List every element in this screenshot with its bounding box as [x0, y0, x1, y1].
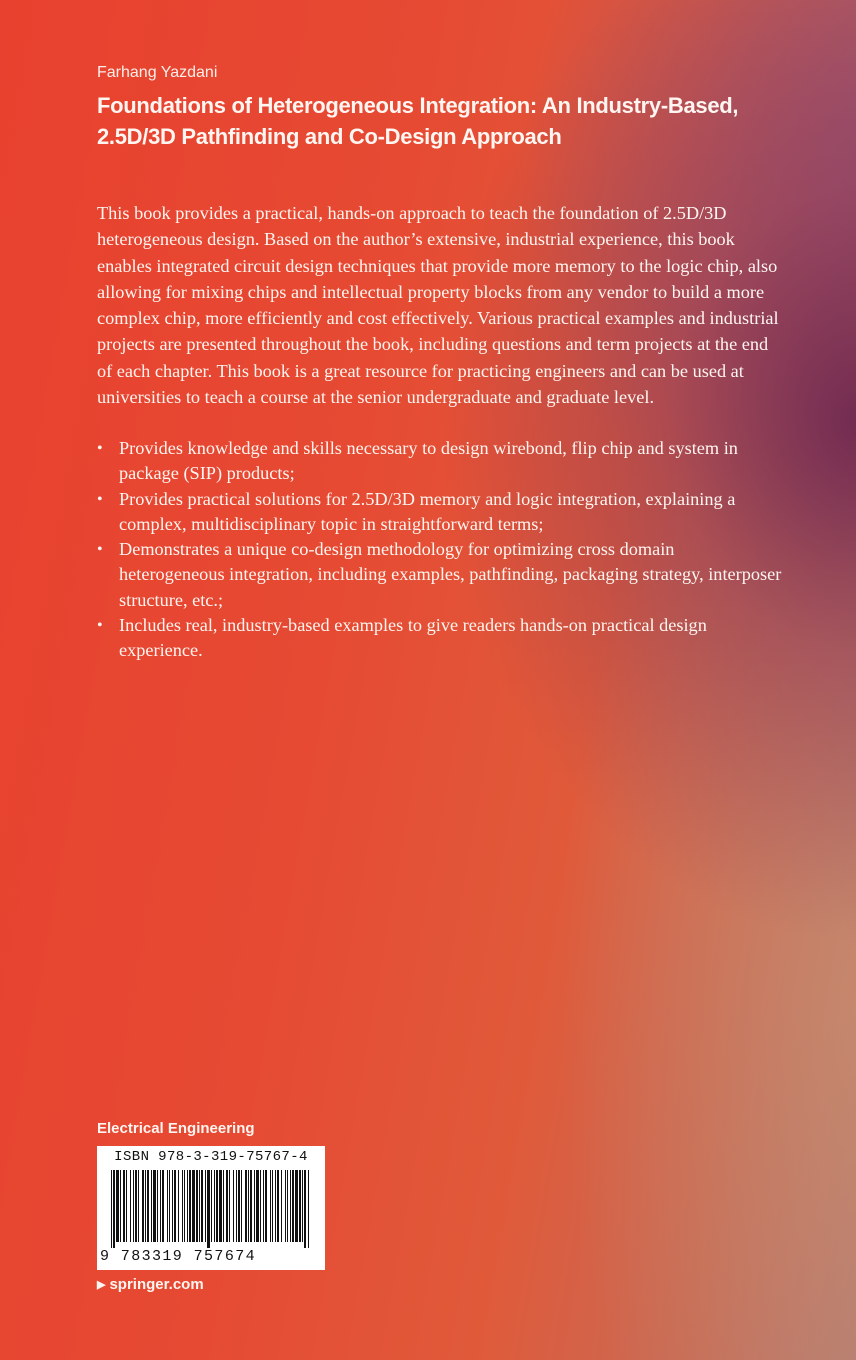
barcode-bar	[151, 1170, 152, 1242]
barcode-bar	[281, 1170, 282, 1242]
list-item-text: Provides knowledge and skills necessary to design wirebond, flip chip and system in package (SIP) products;	[119, 438, 738, 484]
author-name: Farhang Yazdani	[97, 64, 218, 81]
list-item-text: Demonstrates a unique co-design methodology for optimizing cross domain heterogeneous integration, including examples, pathfinding, packaging strategy, interposer structure, etc.;	[119, 539, 782, 610]
barcode-bar	[120, 1170, 121, 1242]
isbn-number: ISBN 978-3-319-75767-4	[114, 1149, 308, 1165]
barcode-bar	[216, 1170, 218, 1242]
bullet-icon: •	[97, 617, 103, 635]
barcode-bars	[111, 1170, 311, 1248]
barcode-bar	[113, 1170, 115, 1248]
barcode-bar	[201, 1170, 203, 1242]
subject-category: Electrical Engineering	[97, 1120, 255, 1137]
barcode-bar	[250, 1170, 252, 1242]
barcode-bar	[226, 1170, 228, 1242]
barcode-bar	[254, 1170, 255, 1242]
barcode-bar	[287, 1170, 288, 1242]
barcode-bar	[275, 1170, 276, 1242]
barcode-bar	[172, 1170, 173, 1242]
barcode-bar	[123, 1170, 125, 1242]
barcode-bar	[299, 1170, 301, 1242]
barcode-bar	[147, 1170, 149, 1242]
barcode-bar	[199, 1170, 200, 1242]
list-item	[97, 487, 782, 538]
barcode-bar	[157, 1170, 158, 1242]
website-link[interactable]: springer.com	[109, 1276, 204, 1293]
barcode-bar	[277, 1170, 279, 1242]
barcode-bar	[285, 1170, 286, 1242]
publisher-website[interactable]	[97, 1276, 204, 1293]
list-item	[97, 613, 782, 664]
barcode-bar	[111, 1170, 112, 1248]
barcode-bar	[142, 1170, 144, 1242]
list-item-text: Provides practical solutions for 2.5D/3D memory and logic integration, explaining a complex, multidisciplinary topic in straightforward terms;	[119, 488, 736, 534]
barcode-bar	[207, 1170, 210, 1248]
barcode	[97, 1146, 325, 1270]
feature-list	[97, 436, 782, 664]
bullet-icon: •	[97, 541, 103, 559]
barcode-bar	[214, 1170, 215, 1242]
book-description: This book provides a practical, hands-on approach to teach the foundation of 2.5D/3D heterogeneous design. Based on the author’s extensive, industrial experience, this book enables integrated circuit design techniques that provide more memory to the logic chip, also allowing for mixing chips and intellectual property blocks from any vendor to build a more complex chip, more efficiently and cost effectively. Various practical examples and industrial projects are presented throughout the book, including questions and term projects at the end of each chapter. This book is a great resource for practicing engineers and can be used at universities to teach a course at the senior undergraduate and graduate level.	[97, 203, 779, 408]
barcode-bar	[135, 1170, 137, 1242]
barcode-bar	[174, 1170, 176, 1242]
barcode-bar	[189, 1170, 191, 1242]
barcode-bar	[184, 1170, 185, 1242]
bullet-icon: •	[97, 490, 103, 508]
barcode-bar	[187, 1170, 188, 1242]
barcode-bar	[260, 1170, 261, 1242]
barcode-bar	[265, 1170, 267, 1242]
barcode-bar	[272, 1170, 273, 1242]
barcode-bar	[290, 1170, 291, 1242]
barcode-bar	[308, 1170, 309, 1248]
barcode-bar	[153, 1170, 156, 1242]
barcode-bar	[160, 1170, 161, 1242]
barcode-bar	[138, 1170, 139, 1242]
barcode-bar	[223, 1170, 224, 1242]
barcode-bar	[302, 1170, 303, 1242]
list-item	[97, 436, 782, 487]
barcode-bar	[182, 1170, 183, 1242]
barcode-bar	[304, 1170, 306, 1248]
barcode-bar	[292, 1170, 294, 1242]
barcode-bar	[167, 1170, 168, 1242]
barcode-bar	[192, 1170, 195, 1242]
book-title: Foundations of Heterogeneous Integration: An Industry-Based, 2.5D/3D Pathfinding and Co-Design Approach	[97, 93, 739, 149]
barcode-bar	[245, 1170, 247, 1242]
barcode-bar	[196, 1170, 198, 1242]
barcode-bar	[116, 1170, 119, 1242]
barcode-bar	[211, 1170, 212, 1242]
barcode-bar	[236, 1170, 237, 1242]
list-item	[97, 537, 782, 613]
barcode-bar	[169, 1170, 170, 1242]
barcode-bar	[178, 1170, 179, 1242]
barcode-bar	[162, 1170, 164, 1242]
barcode-bar	[263, 1170, 264, 1242]
arrow-right-icon: ▶	[97, 1279, 106, 1291]
barcode-bar	[133, 1170, 134, 1242]
barcode-bar	[145, 1170, 146, 1242]
ean-digits: 9 783319 757674	[100, 1248, 257, 1265]
barcode-bar	[270, 1170, 271, 1242]
barcode-bar	[238, 1170, 240, 1242]
barcode-bar	[229, 1170, 230, 1242]
barcode-bar	[130, 1170, 131, 1242]
barcode-bar	[219, 1170, 222, 1242]
barcode-bar	[248, 1170, 249, 1242]
bullet-icon: •	[97, 440, 103, 457]
barcode-bar	[256, 1170, 259, 1242]
list-item-text: Includes real, industry-based examples to give readers hands-on practical design experience.	[119, 615, 707, 661]
barcode-bar	[233, 1170, 234, 1242]
barcode-bar	[205, 1170, 206, 1242]
barcode-bar	[295, 1170, 298, 1242]
barcode-bar	[241, 1170, 242, 1242]
barcode-bar	[126, 1170, 127, 1242]
